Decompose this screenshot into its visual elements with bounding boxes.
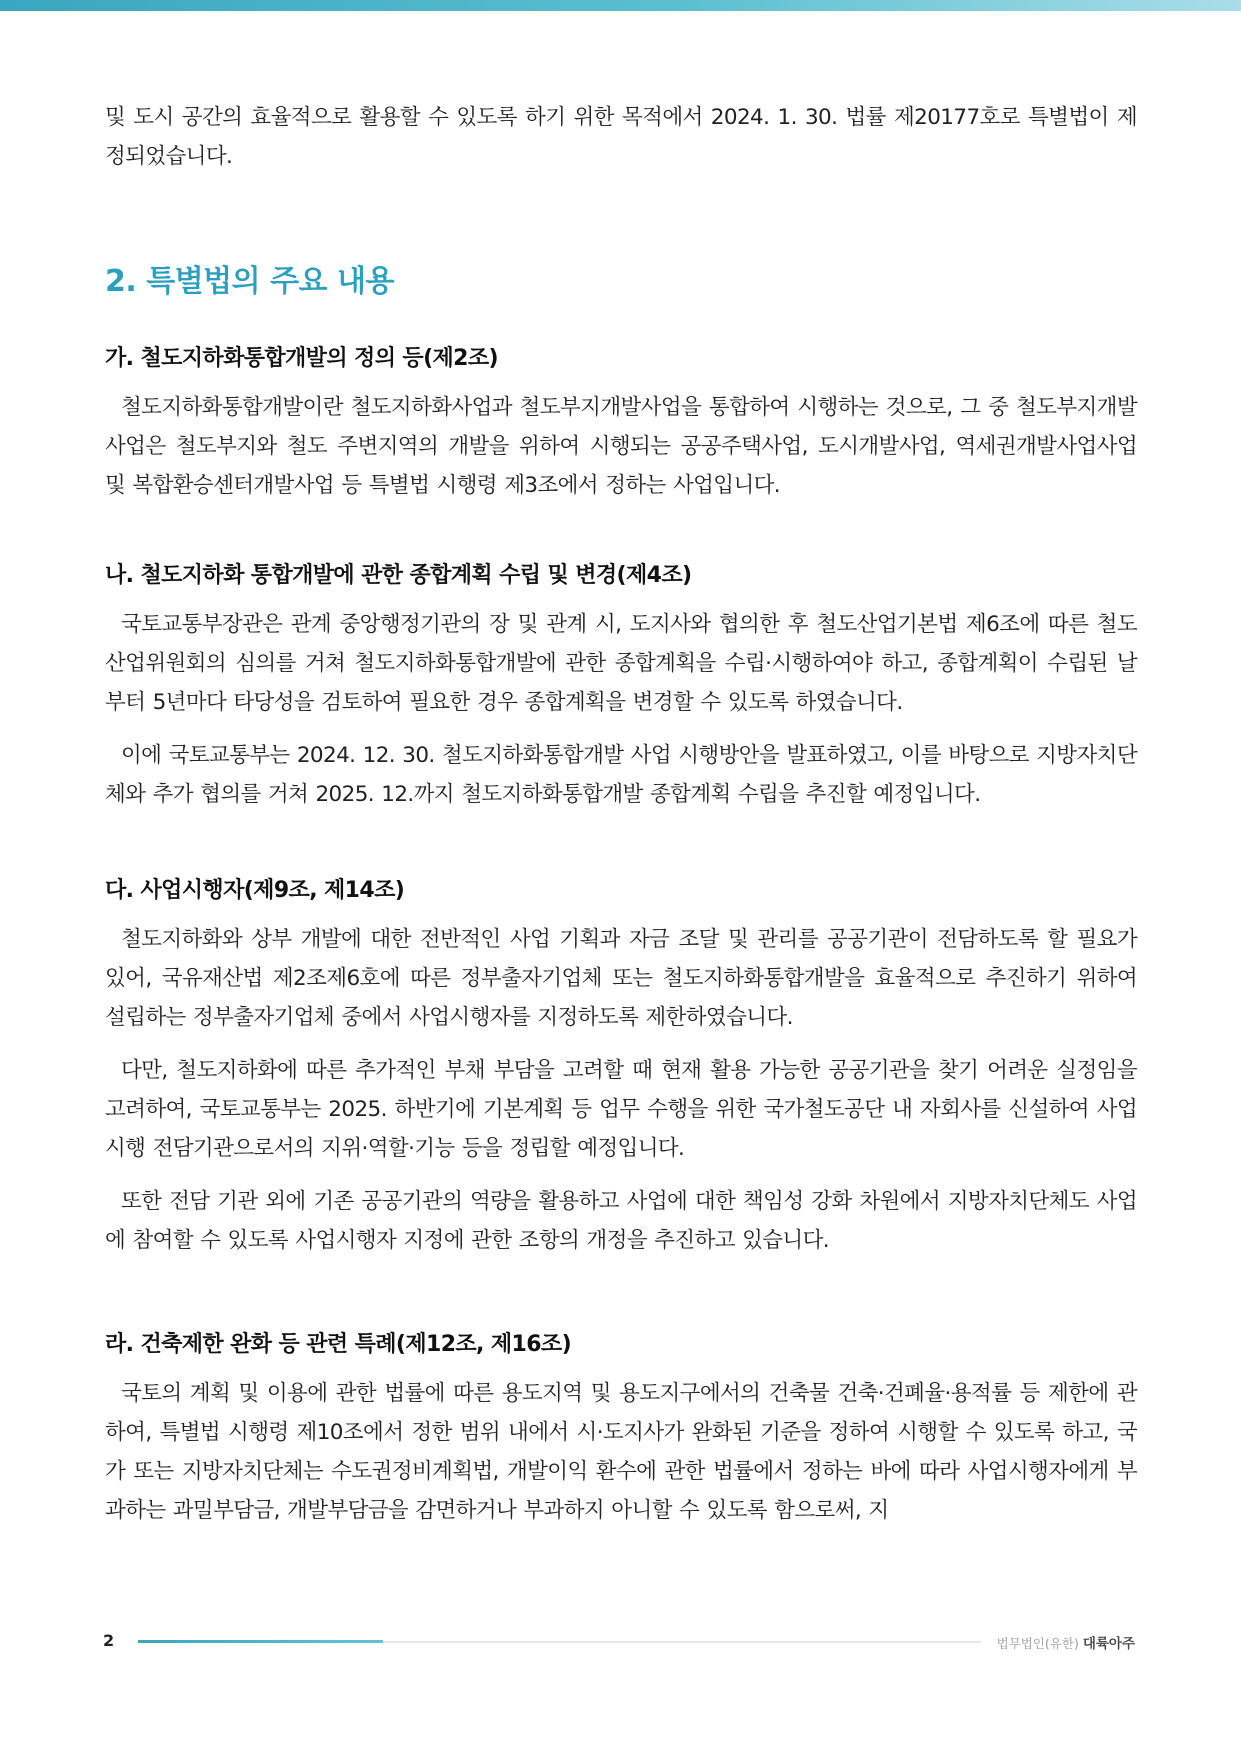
subsection-heading: 나. 철도지하화 통합개발에 관한 종합계획 수립 및 변경(제4조) bbox=[105, 563, 692, 588]
footer-brand-prefix: 법무법인(유한) bbox=[996, 1636, 1079, 1651]
paragraph-gap bbox=[105, 722, 1137, 736]
subsection-paragraph: 철도지하화통합개발이란 철도지하화사업과 철도부지개발사업을 통합하여 시행하는 것으로, 그 중 철도부지개발사업은 철도부지와 철도 주변지역의 개발을 위하여 시행되는 공공주택사업, 도시개발사업, 역세권개발사업사업 및 복합환승센터개발사업 등 특별법 시행령 제3조에서 정하는 사업입니다. bbox=[105, 395, 1137, 498]
subsection-paragraph: 또한 전담 기관 외에 기존 공공기관의 역량을 활용하고 사업에 대한 책임성 강화 차원에서 지방자치단체도 사업에 참여할 수 있도록 사업시행자 지정에 관한 조항의 개정을 추진하고 있습니다. bbox=[105, 1189, 1137, 1253]
subsection-paragraph: 국토의 계획 및 이용에 관한 법률에 따른 용도지역 및 용도지구에서의 건축물 건축·건폐율·용적률 등 제한에 관하여, 특별법 시행령 제10조에서 정한 범위 내에서 시·도지사가 완화된 기준을 정하여 시행할 수 있도록 하고, 국가 또는 지방자치단체는 수도권정비계획법, 개발이익 환수에 관한 법률에서 정하는 바에 따라 사업시행자에게 부과하는 과밀부담금, 개발부담금을 감면하거나 부과하지 아니할 수 있도록 함으로써, 지 bbox=[105, 1381, 1137, 1523]
intro-block bbox=[105, 98, 1137, 176]
section-title: 2. 특별법의 주요 내용 bbox=[105, 264, 394, 299]
subsection-ra bbox=[105, 1328, 1137, 1530]
footer-brand bbox=[997, 1632, 1135, 1652]
footer-divider-accent bbox=[138, 1640, 383, 1643]
subsection-paragraph: 철도지하화와 상부 개발에 대한 전반적인 사업 기획과 자금 조달 및 관리를 공공기관이 전담하도록 할 필요가 있어, 국유재산법 제2조제6호에 따른 정부출자기업체 또는 철도지하화통합개발을 효율적으로 추진하기 위하여 설립하는 정부출자기업체 중에서 사업시행자를 지정하도록 제한하였습니다. bbox=[105, 927, 1137, 1030]
intro-paragraph: 및 도시 공간의 효율적으로 활용할 수 있도록 하기 위한 목적에서 2024. 1. 30. 법률 제20177호로 특별법이 제정되었습니다. bbox=[105, 105, 1137, 169]
subsection-heading: 가. 철도지하화통합개발의 정의 등(제2조) bbox=[105, 346, 498, 371]
subsection-ga bbox=[105, 342, 1137, 505]
subsection-na bbox=[105, 559, 1137, 814]
subsection-heading: 라. 건축제한 완화 등 관련 특례(제12조, 제16조) bbox=[105, 1332, 572, 1357]
subsection-paragraph: 이에 국토교통부는 2024. 12. 30. 철도지하화통합개발 사업 시행방안을 발표하였고, 이를 바탕으로 지방자치단체와 추가 협의를 거쳐 2025. 12.까지 철도지하화통합개발 종합계획 수립을 추진할 예정입니다. bbox=[105, 743, 1137, 807]
subsection-paragraph: 다만, 철도지하화에 따른 추가적인 부채 부담을 고려할 때 현재 활용 가능한 공공기관을 찾기 어려운 실정임을 고려하여, 국토교통부는 2025. 하반기에 기본계획 등 업무 수행을 위한 국가철도공단 내 자회사를 신설하여 사업시행 전담기관으로서의 지위·역할·기능 등을 정립할 예정입니다. bbox=[105, 1058, 1137, 1161]
subsection-heading: 다. 사업시행자(제9조, 제14조) bbox=[105, 878, 405, 903]
top-accent-bar bbox=[0, 0, 1241, 11]
paragraph-gap bbox=[105, 1168, 1137, 1182]
page-number: 2 bbox=[103, 1631, 115, 1650]
footer-brand-name: 대륙아주 bbox=[1082, 1636, 1135, 1652]
paragraph-gap bbox=[105, 1037, 1137, 1051]
subsection-da bbox=[105, 874, 1137, 1260]
subsection-paragraph: 국토교통부장관은 관계 중앙행정기관의 장 및 관계 시, 도지사와 협의한 후 철도산업기본법 제6조에 따른 철도산업위원회의 심의를 거쳐 철도지하화통합개발에 관한 종합계획을 수립·시행하여야 하고, 종합계획이 수립된 날부터 5년마다 타당성을 검토하여 필요한 경우 종합계획을 변경할 수 있도록 하였습니다. bbox=[105, 612, 1137, 715]
